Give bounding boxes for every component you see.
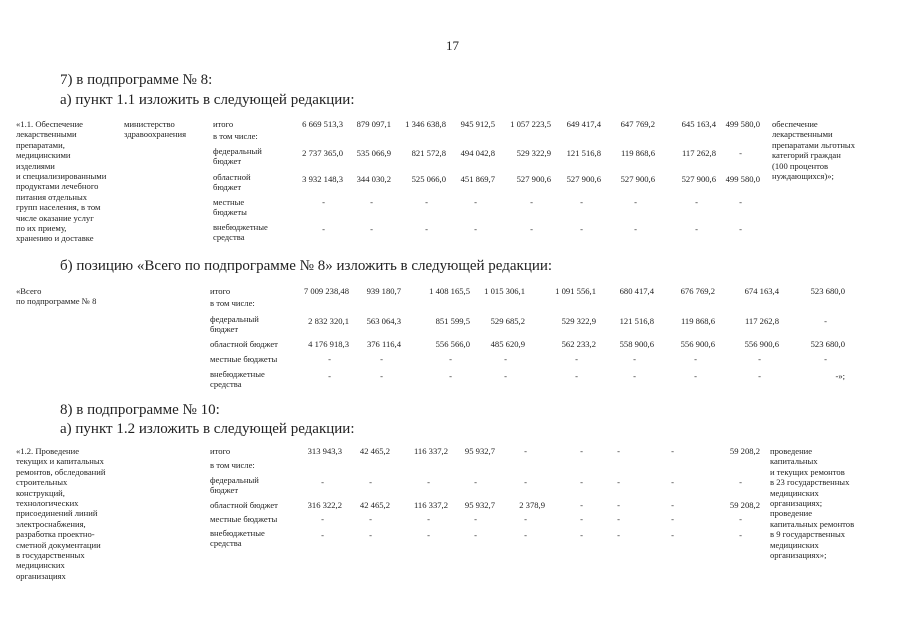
table-cell-value: 676 769,2 (680, 286, 715, 296)
table-cell-value: 1 091 556,1 (555, 286, 596, 296)
funding-source-label: местные бюджеты (210, 514, 278, 524)
table-cell-value: 821 572,8 (411, 148, 446, 158)
table-cell-value: 558 900,6 (619, 339, 654, 349)
program-title-line: сметной документации (16, 539, 101, 550)
table-cell-value: - (580, 197, 583, 207)
table-cell-value: 42 465,2 (359, 446, 390, 456)
table-cell-value: - (739, 197, 742, 207)
table-cell-value: 529 322,9 (516, 148, 551, 158)
funding-source-label: внебюджетные (210, 528, 265, 538)
table-cell-value: - (524, 477, 527, 487)
heading-total-subprogram-8: б) позицию «Всего по подпрограмме № 8» изложить в следующей редакции: (60, 258, 553, 274)
table-cell-value: - (370, 224, 373, 234)
table-cell-value: 485 620,9 (490, 339, 525, 349)
table-cell-value: 1 015 306,1 (484, 286, 525, 296)
program-title-line: препаратами, (16, 139, 65, 150)
table-cell-value: - (575, 371, 578, 381)
table-cell-value: - (524, 514, 527, 524)
table-cell-value: - (380, 354, 383, 364)
funding-source-label: областной бюджет (210, 500, 278, 510)
table-cell-value: - (524, 446, 527, 456)
table-cell-value: - (425, 224, 428, 234)
funding-source-label: внебюджетные (210, 369, 265, 379)
funding-source-label: местные бюджеты (210, 354, 278, 364)
table-cell-value: 529 322,9 (561, 316, 596, 326)
table-cell-value: - (617, 477, 620, 487)
table-cell-value: - (580, 224, 583, 234)
table-cell-value: - (694, 371, 697, 381)
program-title-line: по подпрограмме № 8 (16, 296, 97, 307)
table-cell-value: 527 900,6 (516, 174, 551, 184)
table-cell-value: 645 163,4 (681, 119, 716, 129)
table-cell-value: - (328, 354, 331, 364)
table-cell-value: - (580, 514, 583, 524)
table-cell-value: 6 669 513,3 (302, 119, 343, 129)
table-cell-value: - (474, 224, 477, 234)
funding-source-label: областной бюджет (210, 339, 278, 349)
funding-source-label: средства (210, 538, 242, 549)
funding-source-label: федеральный (210, 314, 259, 324)
table-cell-value: - (617, 514, 620, 524)
table-cell-value: - (824, 354, 827, 364)
table-cell-value: 316 322,2 (307, 500, 342, 510)
program-title-line: изделиями (16, 160, 55, 171)
table-cell-value: - (474, 477, 477, 487)
result-line: обеспечение (772, 119, 818, 129)
program-title-line: медицинскими (16, 150, 71, 161)
program-title-line: и специализированными (16, 171, 107, 181)
table-cell-value: - (580, 446, 583, 456)
table-cell-value: - (633, 371, 636, 381)
table-cell-value: - (694, 354, 697, 364)
result-line: и текущих ремонтов (770, 466, 845, 477)
table-cell-value: - (322, 224, 325, 234)
table-cell-value: 499 580,0 (725, 174, 760, 184)
program-title-line: питания отдельных (16, 191, 88, 202)
table-cell-value: - (321, 530, 324, 540)
program-title-line: текущих и капитальных (16, 456, 104, 467)
funding-source-label: в том числе: (213, 131, 258, 141)
table-cell-value: 4 176 918,3 (308, 339, 349, 349)
table-cell-value: - (739, 530, 742, 540)
table-cell-value: 376 116,4 (366, 339, 401, 349)
result-line: проведение (770, 508, 813, 519)
funding-source-label: итого (210, 446, 231, 456)
table-cell-value: - (739, 514, 742, 524)
table-cell-value: 535 066,9 (356, 148, 391, 158)
funding-source-label: итого (210, 286, 231, 296)
result-line: организациях; (770, 498, 823, 508)
table-cell-value: - (474, 514, 477, 524)
table-cell-value: - (671, 477, 674, 487)
table-cell-value: - (369, 514, 372, 524)
table-cell-value: - (634, 224, 637, 234)
table-cell-value: - (580, 500, 583, 510)
table-cell-value: - (633, 354, 636, 364)
program-title-line: технологических (16, 498, 79, 508)
result-line: категорий граждан (772, 150, 841, 161)
table-cell-value: 494 042,8 (460, 148, 495, 158)
table-cell-value: 2 832 320,1 (308, 316, 349, 326)
table-cell-value: - (739, 477, 742, 487)
funding-source-label: областной (213, 172, 251, 182)
table-cell-value: - (617, 446, 620, 456)
table-cell-value: - (504, 371, 507, 381)
table-cell-value: - (739, 224, 742, 234)
funding-source-label: бюджет (213, 182, 242, 193)
heading-subprogram-8: 7) в подпрограмме № 8: (60, 72, 213, 88)
table-cell-value: - (321, 514, 324, 524)
table-cell-value: 1 346 638,8 (405, 119, 446, 129)
table-cell-value: - (695, 197, 698, 207)
table-cell-value: - (370, 197, 373, 207)
table-cell-value: 313 943,3 (307, 446, 342, 456)
executor-line: здравоохранения (124, 129, 187, 140)
result-line: препаратами льготных (772, 139, 855, 150)
funding-source-label: федеральный (213, 146, 262, 156)
funding-source-label: федеральный (210, 475, 259, 485)
program-title-line: разработка проектно- (16, 529, 95, 540)
table-cell-value: -»; (835, 371, 845, 381)
table-cell-value: - (474, 197, 477, 207)
program-title-line: медицинских (16, 560, 65, 571)
funding-source-label: местные (213, 197, 245, 207)
table-cell-value: 451 869,7 (460, 174, 495, 184)
table-cell-value: - (449, 371, 452, 381)
program-title-line: продуктами лечебного (16, 181, 99, 192)
table-cell-value: 116 337,2 (413, 500, 448, 510)
table-cell-value: - (739, 148, 742, 158)
table-cell-value: - (758, 354, 761, 364)
table-cell-value: - (758, 371, 761, 381)
table-cell-value: 2 378,9 (519, 500, 545, 510)
table-cell-value: - (617, 530, 620, 540)
program-title-line: присоединений линий (16, 508, 98, 519)
result-line: капитальных (770, 456, 818, 467)
table-cell-value: - (580, 530, 583, 540)
table-cell-value: - (321, 477, 324, 487)
result-line: медицинских (770, 487, 819, 498)
table-cell-value: 3 932 148,3 (302, 174, 343, 184)
heading-subprogram-10: 8) в подпрограмме № 10: (60, 402, 220, 418)
table-cell-value: 2 737 365,0 (302, 148, 343, 158)
table-cell-value: 939 180,7 (366, 286, 401, 296)
program-title-line: групп населения, в том (16, 202, 101, 213)
result-line: (100 процентов (772, 160, 829, 171)
table-cell-value: 121 516,8 (566, 148, 601, 158)
table-cell-value: - (369, 530, 372, 540)
table-cell-value: 527 900,6 (620, 174, 655, 184)
table-cell-value: 556 900,6 (680, 339, 715, 349)
result-line: организациях»; (770, 550, 827, 560)
program-title-line: «Всего (16, 286, 42, 296)
table-cell-value: 563 064,3 (366, 316, 401, 326)
table-cell-value: 59 208,2 (729, 500, 760, 510)
table-cell-value: 59 208,2 (729, 446, 760, 456)
program-title-line: строительных (16, 477, 68, 488)
table-cell-value: 116 337,2 (413, 446, 448, 456)
executor-line: министерство (124, 119, 175, 129)
table-cell-value: 119 868,6 (680, 316, 715, 326)
heading-point-1-1: а) пункт 1.1 изложить в следующей редакции: (60, 92, 355, 108)
program-title-line: организациях (16, 570, 66, 581)
program-title-line: конструкций, (16, 487, 65, 498)
program-title-line: числе оказание услуг (16, 212, 94, 223)
table-cell-value: - (580, 477, 583, 487)
table-cell-value: - (425, 197, 428, 207)
table-cell-value: - (369, 477, 372, 487)
program-title-line: лекарственными (16, 129, 77, 140)
table-cell-value: 529 685,2 (490, 316, 525, 326)
table-cell-value: - (530, 224, 533, 234)
table-cell-value: - (449, 354, 452, 364)
funding-source-label: бюджет (213, 156, 242, 167)
program-title-line: «1.1. Обеспечение (16, 119, 83, 129)
table-cell-value: - (328, 371, 331, 381)
program-title-line: «1.2. Проведение (16, 446, 80, 456)
result-line: лекарственными (772, 129, 833, 140)
table-cell-value: - (504, 354, 507, 364)
result-line: медицинских (770, 539, 819, 550)
table-cell-value: - (617, 500, 620, 510)
program-title-line: хранению и доставке (16, 233, 94, 244)
table-cell-value: - (634, 197, 637, 207)
table-cell-value: 95 932,7 (464, 500, 495, 510)
table-cell-value: 1 057 223,5 (510, 119, 551, 129)
funding-source-label: в том числе: (210, 460, 255, 470)
table-cell-value: 647 769,2 (620, 119, 655, 129)
table-cell-value: 95 932,7 (464, 446, 495, 456)
table-cell-value: 7 009 238,48 (303, 286, 349, 296)
table-cell-value: 851 599,5 (435, 316, 470, 326)
program-title-line: в государственных (16, 550, 85, 560)
table-cell-value: 527 900,6 (681, 174, 716, 184)
table-cell-value: 499 580,0 (725, 119, 760, 129)
table-cell-value: - (427, 530, 430, 540)
table-cell-value: - (530, 197, 533, 207)
table-cell-value: 525 066,0 (411, 174, 446, 184)
funding-source-label: внебюджетные (213, 222, 268, 232)
funding-source-label: в том числе: (210, 298, 255, 308)
table-cell-value: 674 163,4 (744, 286, 779, 296)
result-line: проведение (770, 446, 813, 456)
table-cell-value: - (474, 530, 477, 540)
table-cell-value: - (427, 477, 430, 487)
table-cell-value: 119 868,6 (620, 148, 655, 158)
funding-source-label: средства (213, 232, 245, 243)
table-cell-value: 680 417,4 (619, 286, 654, 296)
table-cell-value: - (380, 371, 383, 381)
table-cell-value: - (322, 197, 325, 207)
table-cell-value: - (575, 354, 578, 364)
result-line: нуждающихся)»; (772, 171, 834, 181)
table-cell-value: 117 262,8 (744, 316, 779, 326)
program-title-line: по их приему, (16, 223, 67, 233)
table-cell-value: 649 417,4 (566, 119, 601, 129)
table-cell-value: - (671, 446, 674, 456)
table-cell-value: - (824, 316, 827, 326)
table-cell-value: 523 680,0 (810, 286, 845, 296)
funding-source-label: бюджет (210, 485, 239, 496)
program-title-line: ремонтов, обследований (16, 466, 106, 477)
page-number: 17 (446, 38, 459, 53)
table-cell-value: - (695, 224, 698, 234)
result-line: в 23 государственных (770, 477, 850, 488)
funding-source-label: бюджеты (213, 207, 247, 218)
table-cell-value: 562 233,2 (561, 339, 596, 349)
result-line: капитальных ремонтов (770, 518, 855, 529)
table-cell-value: 527 900,6 (566, 174, 601, 184)
heading-point-1-2: а) пункт 1.2 изложить в следующей редакции: (60, 421, 355, 437)
table-cell-value: - (671, 514, 674, 524)
table-cell-value: 556 900,6 (744, 339, 779, 349)
table-cell-value: - (427, 514, 430, 524)
result-line: в 9 государственных (770, 529, 846, 540)
table-cell-value: 117 262,8 (681, 148, 716, 158)
table-cell-value: - (671, 500, 674, 510)
table-cell-value: 121 516,8 (619, 316, 654, 326)
table-cell-value: 42 465,2 (359, 500, 390, 510)
table-cell-value: 523 680,0 (810, 339, 845, 349)
program-title-line: электроснабжения, (16, 518, 86, 529)
funding-source-label: бюджет (210, 324, 239, 335)
table-cell-value: 879 097,1 (356, 119, 391, 129)
table-cell-value: - (524, 530, 527, 540)
table-cell-value: 945 912,5 (460, 119, 495, 129)
table-cell-value: - (671, 530, 674, 540)
table-cell-value: 556 566,0 (435, 339, 470, 349)
funding-source-label: средства (210, 379, 242, 390)
table-cell-value: 344 030,2 (356, 174, 391, 184)
funding-source-label: итого (213, 119, 234, 129)
table-cell-value: 1 408 165,5 (429, 286, 470, 296)
